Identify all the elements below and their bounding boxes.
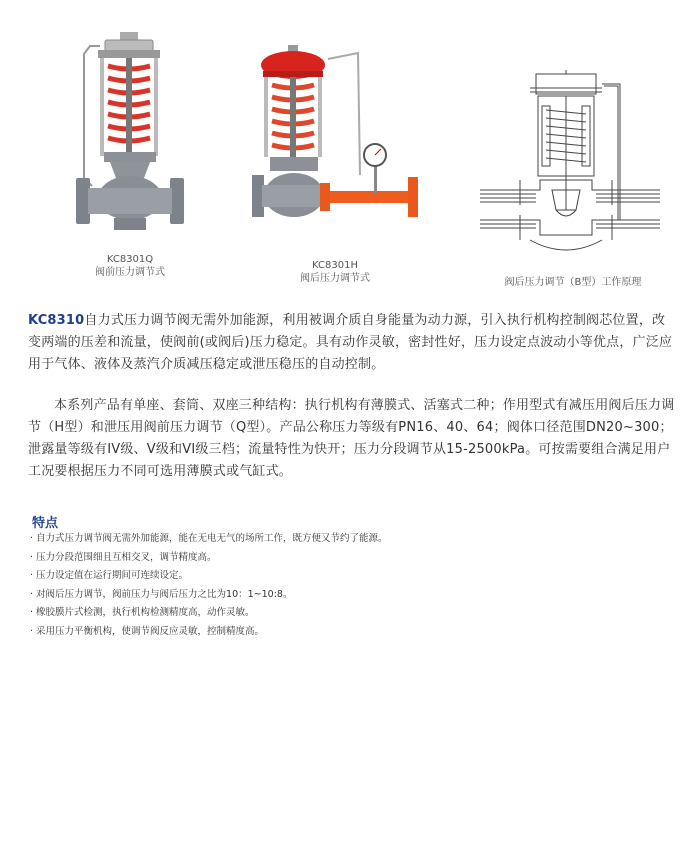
- diagram-name: 阀后压力调节（B型）工作原理: [504, 277, 642, 288]
- list-item: · 橡胶膜片式检测，执行机构检测精度高，动作灵敏。: [30, 604, 388, 623]
- caption-kc8301q: [70, 253, 190, 279]
- intro-paragraph: [28, 310, 678, 376]
- list-item: · 对阀后压力调节，阀前压力与阀后压力之比为10：1~10:8。: [30, 586, 388, 605]
- model-label: KC8301H: [312, 260, 358, 271]
- valve-kc8301q-image: [70, 28, 190, 238]
- model-name: 阀后压力调节式: [300, 273, 370, 284]
- model-label: KC8301Q: [106, 254, 154, 265]
- list-item: · 压力分段范围细且互相交叉，调节精度高。: [30, 549, 388, 568]
- list-item: · 自力式压力调节阀无需外加能源，能在无电无气的场所工作，既方便又节约了能源。: [30, 530, 388, 549]
- brand-model: KC8310: [28, 313, 85, 328]
- list-item: · 采用压力平衡机构，使调节阀反应灵敏，控制精度高。: [30, 623, 388, 642]
- caption-kc8301h: [275, 259, 395, 285]
- model-name: 阀前压力调节式: [95, 267, 165, 278]
- valve-kc8301h-image: [248, 45, 433, 245]
- caption-schematic: [488, 276, 658, 289]
- structure-paragraph: 本系列产品有单座、套筒、双座三种结构：执行机构有薄膜式、活塞式二种；作用型式有减压用阀后压力调节（H型）和泄压用阀前压力调节（Q型）。产品公称压力等级有PN16、40、64；阀体口径范围DN20~300；泄露量等级有IV级、V级和VI级三档；流量特性为快开；压力分段调节从15-2500kPa。可按需要组合满足用户工况要根据压力不同可选用薄膜式或气缸式。: [28, 398, 675, 479]
- features-list: [30, 530, 388, 641]
- intro-text: 自力式压力调节阀无需外加能源，利用被调介质自身能量为动力源，引入执行机构控制阀芯位置，改变两端的压差和流量，使阀前(或阀后)压力稳定。具有动作灵敏，密封性好，压力设定点波动小等优点，广泛应用于气体、液体及蒸汽介质减压稳定或泄压稳压的自动控制。: [28, 313, 673, 372]
- valve-schematic-diagram: [480, 70, 660, 260]
- list-item: · 压力设定值在运行期间可连续设定。: [30, 567, 388, 586]
- features-title: 特点: [32, 516, 59, 531]
